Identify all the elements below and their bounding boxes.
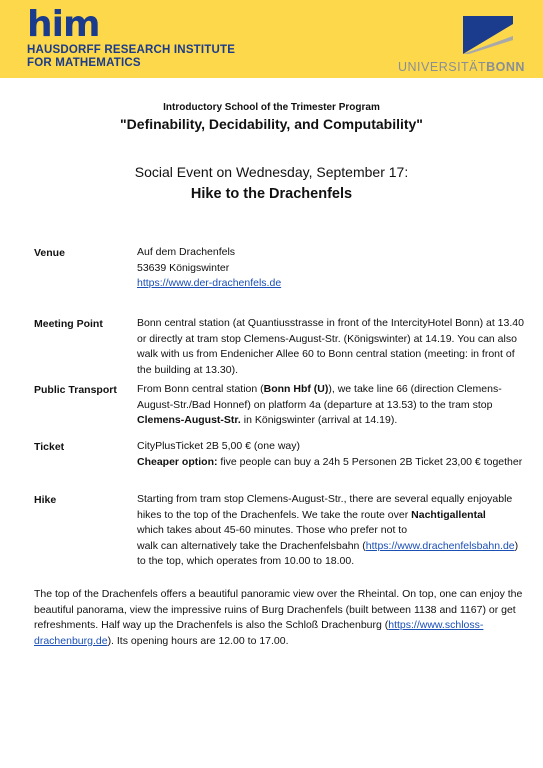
closing-line: drachenburg.de). Its opening hours are 12.00 to 17.00. <box>34 634 289 647</box>
hike-line: which takes about 45-60 minutes. Those who prefer not to <box>137 524 408 536</box>
ticket-line: Cheaper option: five people can buy a 24h 5 Personen 2B Ticket 23,00 € together <box>137 455 523 468</box>
transport-line: From Bonn central station (Bonn Hbf (U)), we take line 66 (direction Clemens- <box>137 383 502 395</box>
transport-line: August-Str./Bad Honnef) on platform 4a (departure at 13.53) to the tram stop <box>137 398 493 411</box>
meeting-point-label: Meeting Point <box>34 318 103 330</box>
institute-name-line2: FOR MATHEMATICS <box>27 57 141 69</box>
hike-details <box>137 492 517 570</box>
closing-line: The top of the Drachenfels offers a beautiful panoramic view over the Rheintal. On top, one can enjoy the <box>34 588 523 600</box>
hike-line: to the top, which operates from 10.00 to 18.00. <box>137 555 355 567</box>
meeting-line: walk with us from Endenicher Allee 60 to Bonn central station (meeting: in front of <box>137 348 515 360</box>
drachenfelsbahn-link[interactable]: https://www.drachenfelsbahn.de <box>365 539 515 552</box>
public-transport-label: Public Transport <box>34 384 117 396</box>
closing-line: refreshments. Half way up the Drachenfels is also the Schloß Drachenburg (https://www.schloss- <box>34 619 484 631</box>
bonn-logo-icon <box>463 16 513 54</box>
event-title: Social Event on Wednesday, September 17: <box>134 164 409 180</box>
hike-label: Hike <box>34 494 57 506</box>
hike-line: hikes to the top of the Drachenfels. We take the route over Nachtigallental <box>137 508 486 521</box>
him-logo: him <box>27 4 100 45</box>
meeting-line: or directly at tram stop Clemens-August-Str. (Königswinter) at 14.19. You can also <box>137 332 517 345</box>
closing-paragraph <box>34 587 523 649</box>
hike-title: Hike to the Drachenfels <box>190 186 353 202</box>
meeting-line: Bonn central station (at Quantiusstrasse in front of the IntercityHotel Bonn) at 13.40 <box>137 317 524 329</box>
transport-line: Clemens-August-Str. in Königswinter (arrival at 14.19). <box>137 414 398 426</box>
hike-line: Starting from tram stop Clemens-August-Str., there are several equally enjoyable <box>137 493 513 505</box>
header-band <box>0 0 543 78</box>
meeting-line: the building at 13.30). <box>137 363 238 376</box>
ticket-line: CityPlusTicket 2B 5,00 € (one way) <box>137 440 301 452</box>
public-transport-details <box>137 382 517 429</box>
meeting-point-details <box>137 316 524 378</box>
venue-details <box>137 245 517 292</box>
venue-label: Venue <box>34 247 65 259</box>
university-bonn-label: UNIVERSITÄTBONN <box>398 60 525 74</box>
institute-name-line1: HAUSDORFF RESEARCH INSTITUTE <box>27 44 236 56</box>
venue-address: 53639 Königswinter <box>137 261 230 274</box>
venue-link[interactable]: https://www.der-drachenfels.de <box>137 277 282 289</box>
closing-line: beautiful panorama, view the impressive ruins of Burg Drachenfels (built between 1138 and 1167) or get <box>34 603 516 616</box>
schloss-drachenburg-link[interactable]: https://www.schloss- <box>388 619 484 631</box>
program-title: "Definability, Decidability, and Computability" <box>120 116 423 132</box>
venue-name: Auf dem Drachenfels <box>137 246 236 258</box>
ticket-details <box>137 439 523 470</box>
hike-line: walk can alternatively take the Drachenfelsbahn (https://www.drachenfelsbahn.de) <box>137 539 519 552</box>
intro-title: Introductory School of the Trimester Program <box>163 102 380 113</box>
schloss-drachenburg-link-cont[interactable]: drachenburg.de <box>34 634 108 647</box>
ticket-label: Ticket <box>34 441 65 453</box>
